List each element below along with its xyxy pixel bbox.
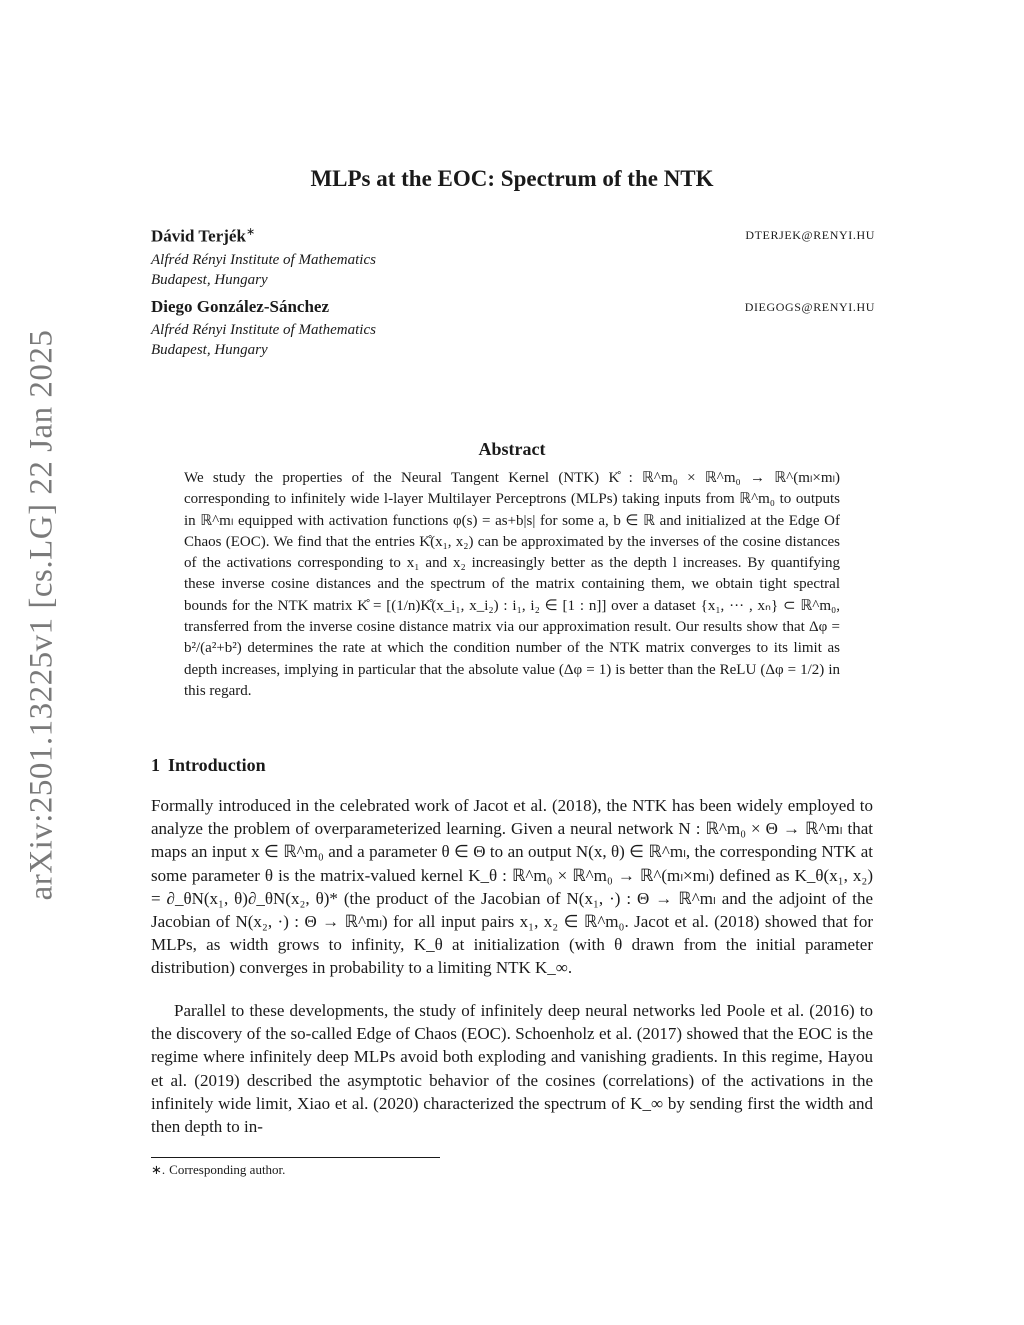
abstract-text: We study the properties of the Neural Tangent Kernel (NTK) K̊ : ℝ^m₀ × ℝ^m₀ → ℝ^(mₗ×mₗ) corresponding to infinitely wide l-layer Multilayer Perceptrons (MLPs) taking inputs from ℝ^m₀ to outputs in ℝ^mₗ equipped with activation functions φ(s) = as+b|s| for some a, b ∈ ℝ and initialized at the Edge Of Chaos (EOC). We find that the entries K̊(x₁, x₂) can be approximated by the inverses of the cosine distances of the activations corresponding to x₁ and x₂ increasingly better as the depth l increases. By quantifying these inverse cosine distances and the spectrum of the matrix containing them, we obtain tight spectral bounds for the NTK matrix K̊ = [(1/n)K̊(x_i₁, x_i₂) : i₁, i₂ ∈ [1 : n]] over a dataset {x₁, ··· , xₙ} ⊂ ℝ^m₀, transferred from the inverse cosine distance matrix via our approximation result. Our results show that Δφ = b²/(a²+b²) determines the rate at which the condition number of the NTK matrix converges to its limit as depth increases, implying in particular that the absolute value (Δφ = 1) is better than the ReLU (Δφ = 1/2) in this regard.: [184, 470, 840, 699]
section-heading: [151, 755, 266, 776]
arxiv-identifier-stamp: [22, 325, 62, 905]
footnote-mark: ∗.: [151, 1162, 166, 1177]
author-location-1: Budapest, Hungary: [151, 271, 268, 288]
paper-title: MLPs at the EOC: Spectrum of the NTK: [310, 166, 714, 191]
corresponding-mark: ∗: [245, 226, 256, 238]
author-email-1: DTERJEK@RENYI.HU: [745, 228, 875, 242]
body-paragraph-2: Parallel to these developments, the study of infinitely deep neural networks led Poole et al. (2016) to the discovery of the so-called Edge of Chaos (EOC). Schoenholz et al. (2017) showed that the EOC is the regime where infinitely deep MLPs avoid both exploding and vanishing gradients. In this regime, Hayou et al. (2019) described the asymptotic behavior of the cosines (correlations) of the activations in the infinitely wide limit, Xiao et al. (2020) characterized the spectrum of K_∞ by sending first the width and then depth to in-: [151, 1001, 873, 1137]
footnote-divider: [151, 1157, 440, 1158]
body-paragraph-1: Formally introduced in the celebrated work of Jacot et al. (2018), the NTK has been widely employed to analyze the problem of overparameterized learning. Given a neural network N : ℝ^m₀ × Θ → ℝ^mₗ that maps an input x ∈ ℝ^m₀ and a parameter θ ∈ Θ to an output N(x, θ) ∈ ℝ^mₗ, the corresponding NTK at some parameter θ is the matrix-valued kernel K_θ : ℝ^m₀ × ℝ^m₀ → ℝ^(mₗ×mₗ) defined as K_θ(x₁, x₂) = ∂_θN(x₁, θ)∂_θN(x₂, θ)* (the product of the Jacobian of N(x₁, ·) : Θ → ℝ^mₗ and the adjoint of the Jacobian of N(x₂, ·) : Θ → ℝ^mₗ) for all input pairs x₁, x₂ ∈ ℝ^m₀. Jacot et al. (2018) showed that for MLPs, as width grows to infinity, K_θ at initialization (with θ drawn from the initial parameter distribution) converges in probability to a limiting NTK K_∞.: [151, 796, 873, 978]
footnote: [151, 1162, 285, 1178]
abstract-heading: Abstract: [478, 439, 546, 459]
footnote-text: Corresponding author.: [169, 1162, 286, 1177]
author-name-2: Diego González-Sánchez: [151, 297, 329, 316]
author-affiliation-1: Alfréd Rényi Institute of Mathematics: [151, 251, 376, 268]
section-title: Introduction: [168, 755, 266, 775]
author-block-2: [151, 297, 875, 359]
author-email-2: DIEGOGS@RENYI.HU: [744, 300, 875, 314]
author-affiliation-2: Alfréd Rényi Institute of Mathematics: [151, 322, 376, 338]
section-number: 1: [151, 755, 160, 775]
arxiv-identifier-text: arXiv:2501.13225v1 [cs.LG] 22 Jan 2025: [23, 329, 60, 901]
author-location-2: Budapest, Hungary: [151, 342, 268, 358]
author-name-1: Dávid Terjék∗: [151, 226, 256, 246]
author-block-1: [151, 225, 875, 289]
